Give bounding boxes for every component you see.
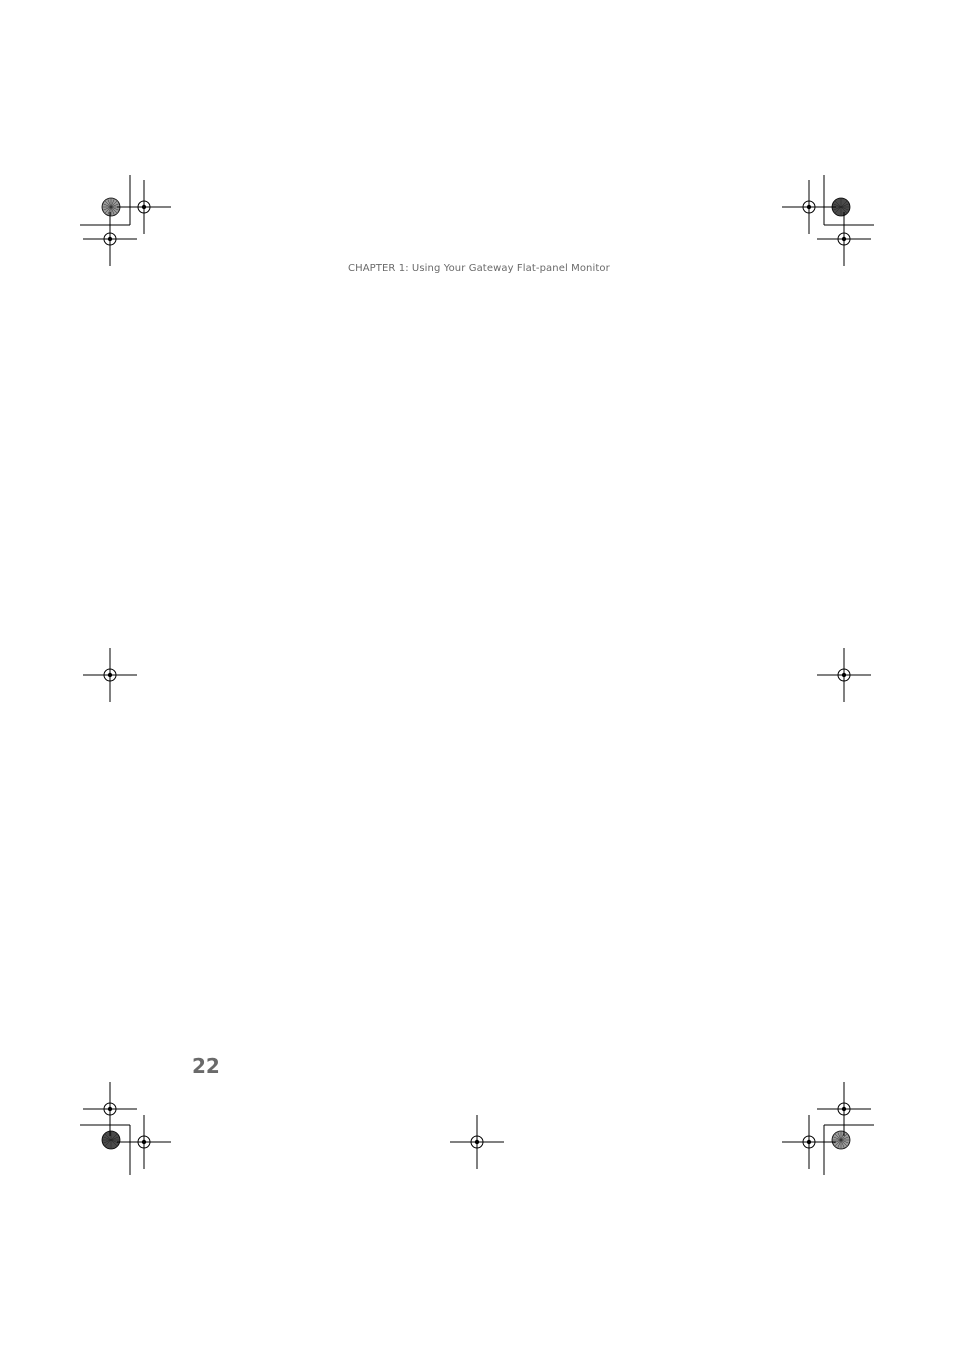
page-number: 22 (192, 1054, 220, 1078)
registration-mark (817, 648, 871, 702)
registration-mark (817, 212, 871, 266)
registration-mark (83, 648, 137, 702)
registration-mark (117, 1115, 171, 1169)
crop-marks (80, 175, 874, 1175)
color-target-bottom-right (832, 1131, 850, 1149)
registration-mark (117, 180, 171, 234)
running-header: CHAPTER 1: Using Your Gateway Flat-panel Monitor (348, 263, 610, 274)
registration-mark (782, 180, 836, 234)
registration-mark (83, 212, 137, 266)
registration-mark (83, 1082, 137, 1136)
color-target-bottom-left (102, 1131, 120, 1149)
registration-mark (450, 1115, 504, 1169)
registration-mark (782, 1115, 836, 1169)
registration-mark (817, 1082, 871, 1136)
